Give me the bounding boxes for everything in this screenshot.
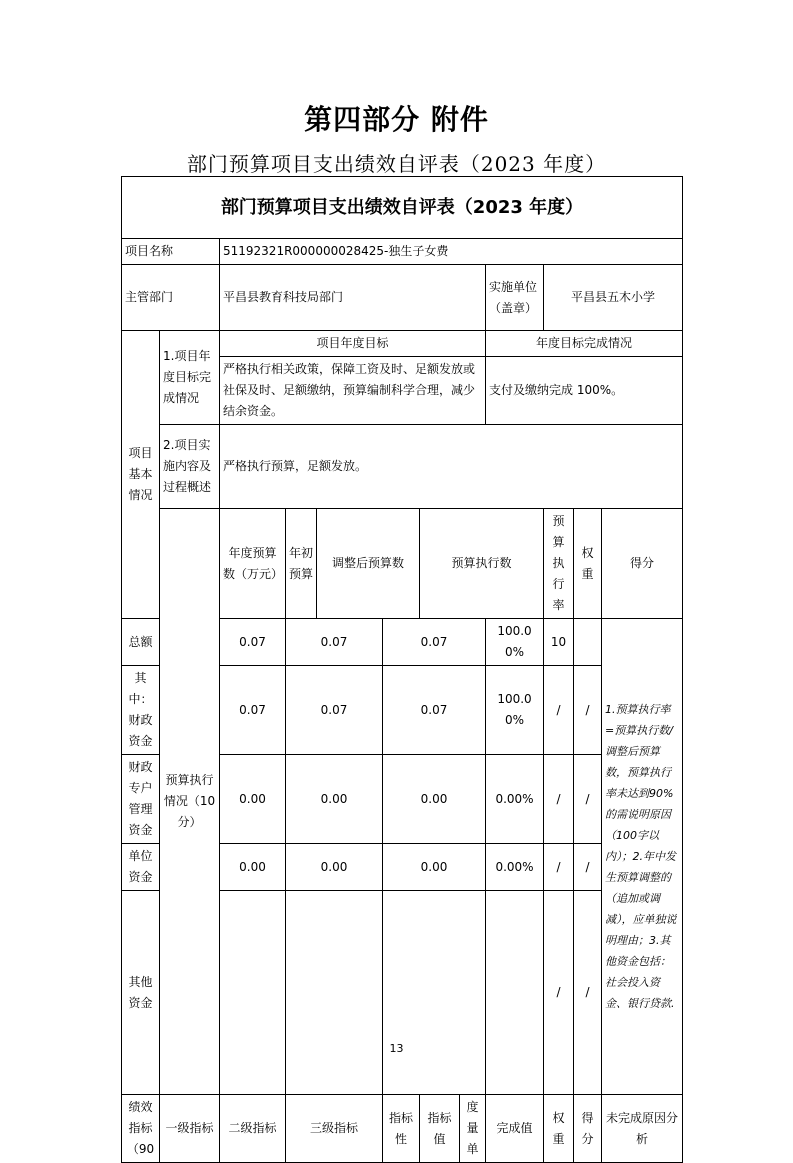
perf-weight-header: 权重 <box>544 1095 574 1163</box>
self-evaluation-table <box>121 176 683 1163</box>
score-value <box>574 619 602 666</box>
score-value: / <box>574 844 602 891</box>
completion-header: 年度目标完成情况 <box>486 331 683 357</box>
budget-row-label: 其他资金 <box>122 891 160 1095</box>
adjusted-value: 0.00 <box>286 844 383 891</box>
initial-value: 0.00 <box>220 755 286 844</box>
goal-label: 1.项目年度目标完成情况 <box>160 331 220 425</box>
completion-text: 支付及缴纳完成 100%。 <box>486 357 683 425</box>
unit-value: 平昌县五木小学 <box>544 265 683 331</box>
unit-header: 度量单 <box>460 1095 486 1163</box>
initial-value: 0.07 <box>220 666 286 755</box>
project-name-value: 51192321R000000028425-独生子女费 <box>220 239 683 265</box>
perf-score-header: 得分 <box>574 1095 602 1163</box>
executed-value <box>383 891 486 1095</box>
impl-text: 严格执行预算，足额发放。 <box>220 425 683 509</box>
adjusted-value: 0.07 <box>286 666 383 755</box>
basic-info-label: 项目基本情况 <box>122 331 160 619</box>
part-title: 第四部分 附件 <box>304 103 489 136</box>
executed-value: 0.00 <box>383 844 486 891</box>
dept-label: 主管部门 <box>122 265 220 331</box>
level2-header: 二级指标 <box>220 1095 286 1163</box>
unit-label: 实施单位（盖章） <box>486 265 544 331</box>
rate-value <box>486 891 544 1095</box>
perf-label: 绩效指标（90 <box>122 1095 160 1163</box>
weight-value: / <box>544 891 574 1095</box>
completion-value-header: 完成值 <box>486 1095 544 1163</box>
budget-row-label: 其中：财政资金 <box>122 666 160 755</box>
execution-rate-header: 预算执行率 <box>544 509 574 619</box>
score-value: / <box>574 891 602 1095</box>
score-header: 得分 <box>602 509 683 619</box>
score-value: / <box>574 755 602 844</box>
rate-value: 100.00% <box>486 619 544 666</box>
rate-value: 0.00% <box>486 755 544 844</box>
goal-text: 严格执行相关政策，保障工资及时、足额发放或社保及时、足额缴纳，预算编制科学合理，减少结余资金。 <box>220 357 486 425</box>
executed-budget-header: 预算执行数 <box>420 509 544 619</box>
impl-label: 2.项目实施内容及过程概述 <box>160 425 220 509</box>
adjusted-value: 0.00 <box>286 755 383 844</box>
rate-value: 100.00% <box>486 666 544 755</box>
indicator-nature-header: 指标性 <box>383 1095 420 1163</box>
page-number: 13 <box>389 1042 404 1055</box>
form-subtitle: 部门预算项目支出绩效自评表（2023 年度） <box>186 152 607 176</box>
level3-header: 三级指标 <box>286 1095 383 1163</box>
rate-value: 0.00% <box>486 844 544 891</box>
budget-row-label: 单位资金 <box>122 844 160 891</box>
goal-header: 项目年度目标 <box>220 331 486 357</box>
project-name-label: 项目名称 <box>122 239 220 265</box>
budget-row-label: 总额 <box>122 619 160 666</box>
initial-value <box>220 891 286 1095</box>
weight-value: / <box>544 755 574 844</box>
budget-amount-header: 年度预算数（万元） <box>220 509 286 619</box>
weight-value: / <box>544 844 574 891</box>
reason-text: 1.预算执行率=预算执行数/调整后预算数，预算执行率未达到90%的需说明原因（100字以内）；2.年中发生预算调整的（追加或调减），应单独说明理由；3.其他资金包括：社会投入资金、银行贷款. <box>602 619 683 1095</box>
table-header: 部门预算项目支出绩效自评表（2023 年度） <box>122 177 683 239</box>
initial-value: 0.07 <box>220 619 286 666</box>
adjusted-value <box>286 891 383 1095</box>
unfinished-reason-header: 未完成原因分析 <box>602 1095 683 1163</box>
weight-header: 权重 <box>574 509 602 619</box>
level1-header: 一级指标 <box>160 1095 220 1163</box>
initial-value: 0.00 <box>220 844 286 891</box>
executed-value: 0.07 <box>383 666 486 755</box>
executed-value: 0.07 <box>383 619 486 666</box>
weight-value: / <box>544 666 574 755</box>
weight-value: 10 <box>544 619 574 666</box>
dept-value: 平昌县教育科技局部门 <box>220 265 486 331</box>
indicator-value-header: 指标值 <box>420 1095 460 1163</box>
adjusted-budget-header: 调整后预算数 <box>317 509 420 619</box>
budget-label: 预算执行情况（10分） <box>160 509 220 1095</box>
adjusted-value: 0.07 <box>286 619 383 666</box>
initial-budget-header: 年初预算 <box>286 509 317 619</box>
budget-row-label: 财政专户管理资金 <box>122 755 160 844</box>
executed-value: 0.00 <box>383 755 486 844</box>
score-value: / <box>574 666 602 755</box>
